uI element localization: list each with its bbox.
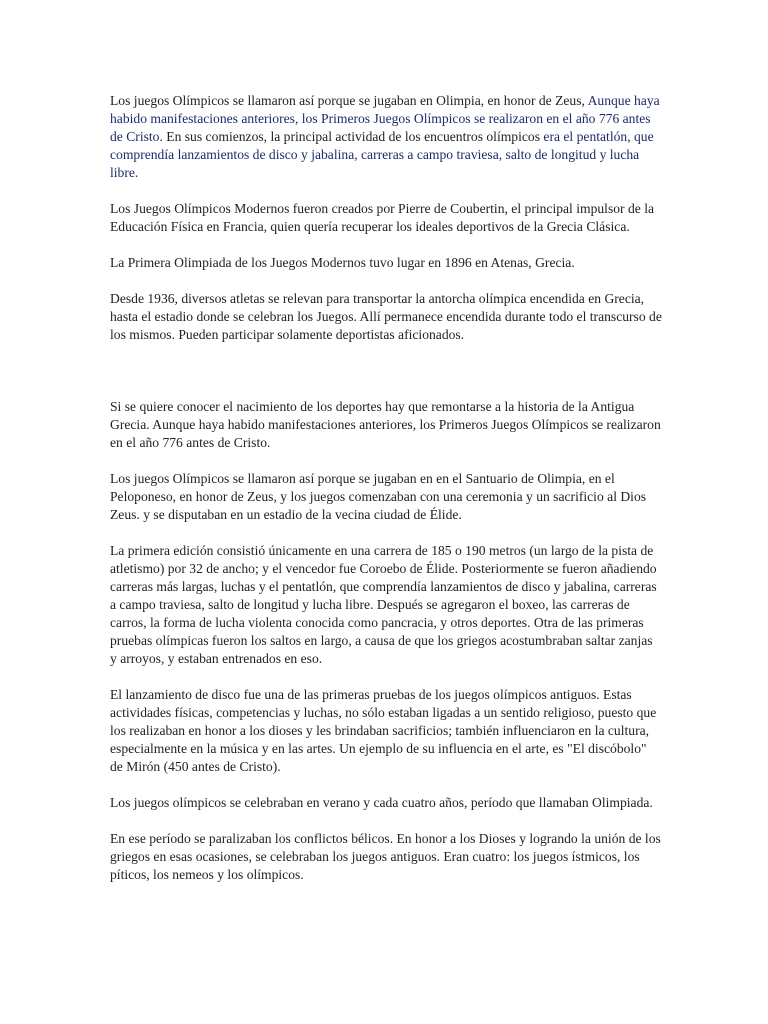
paragraph-four-games: [110, 830, 662, 884]
highlighted-text: era el pentatlón, que comprendía lanzamientos de disco y jabalina, carreras a campo traviesa, salto de longitud y lucha libre.: [110, 129, 654, 180]
paragraph-first-olympiad: [110, 254, 662, 272]
paragraph-text: Los juegos Olímpicos se llamaron así porque se jugaban en en el Santuario de Olimpia, en el Peloponeso, en honor de Zeus, y los juegos comenzaban con una ceremonia y un sacrificio al Dios Zeus. y se disputaban en un estadio de la vecina ciudad de Élide.: [110, 471, 647, 522]
paragraph-text: Los juegos olímpicos se celebraban en verano y cada cuatro años, período que llamaban Olimpiada.: [110, 795, 653, 810]
paragraph-text: La Primera Olimpiada de los Juegos Modernos tuvo lugar en 1896 en Atenas, Grecia.: [110, 255, 575, 270]
paragraph-text: La primera edición consistió únicamente en una carrera de 185 o 190 metros (un largo de la pista de atletismo) por 32 de ancho; y el vencedor fue Coroebo de Élide. Posteriormente se fueron añadiendo carreras más largas, luchas y el pentatlón, que comprendía lanzamientos de disco y jabalina, carreras a campo traviesa, salto de longitud y lucha libre. Después se agregaron el boxeo, las carreras de carros, la forma de lucha violenta conocida como pancracia, y otros deportes. Otra de las primeras pruebas olímpicas fueron los saltos en largo, a causa de que los griegos acostumbraban saltar zanjas y arroyos, y estaban entrenados en eso.: [110, 543, 657, 666]
paragraph-text: . En sus comienzos, la principal actividad de los encuentros olímpicos: [159, 129, 544, 144]
paragraph-olimpia-origin: [110, 92, 662, 182]
document-body: [110, 92, 662, 902]
paragraph-ancient-greece: [110, 398, 662, 452]
paragraph-modern-games: [110, 200, 662, 236]
paragraph-summer-games: [110, 794, 662, 812]
paragraph-text: Los juegos Olímpicos se llamaron así porque se jugaban en Olimpia, en honor de Zeus,: [110, 93, 588, 108]
paragraph-text: Desde 1936, diversos atletas se relevan para transportar la antorcha olímpica encendida en Grecia, hasta el estadio donde se celebran los Juegos. Allí permanece encendida durante todo el transcurso de los mismos. Pueden participar solamente deportistas aficionados.: [110, 291, 662, 342]
paragraph-text: En ese período se paralizaban los conflictos bélicos. En honor a los Dioses y logrando la unión de los griegos en esas ocasiones, se celebraban los juegos antiguos. Eran cuatro: los juegos ístmicos, los píticos, los nemeos y los olímpicos.: [110, 831, 661, 882]
paragraph-first-edition: [110, 542, 662, 668]
paragraph-text: Si se quiere conocer el nacimiento de los deportes hay que remontarse a la historia de la Antigua Grecia. Aunque haya habido manifestaciones anteriores, los Primeros Juegos Olímpicos se realizaron en el año 776 antes de Cristo.: [110, 399, 661, 450]
paragraph-olympic-torch: [110, 290, 662, 344]
paragraph-text: Los Juegos Olímpicos Modernos fueron creados por Pierre de Coubertin, el principal impulsor de la Educación Física en Francia, quien quería recuperar los ideales deportivos de la Grecia Clásica.: [110, 201, 655, 234]
highlighted-text: Aunque haya habido manifestaciones anteriores, los Primeros Juegos Olímpicos se realizaron en el año 776 antes de Cristo: [110, 93, 660, 144]
paragraph-discus-throw: [110, 686, 662, 776]
paragraph-text: El lanzamiento de disco fue una de las primeras pruebas de los juegos olímpicos antiguos. Estas actividades físicas, competencias y luchas, no sólo estaban ligadas a un sentido religioso, puesto que los realizaban en honor a los dioses y les brindaban sacrificios; también influenciaron en la cultura, especialmente en la música y en las artes. Un ejemplo de su influencia en el arte, es "El discóbolo" de Mirón (450 antes de Cristo).: [110, 687, 657, 774]
paragraph-santuario-olimpia: [110, 470, 662, 524]
